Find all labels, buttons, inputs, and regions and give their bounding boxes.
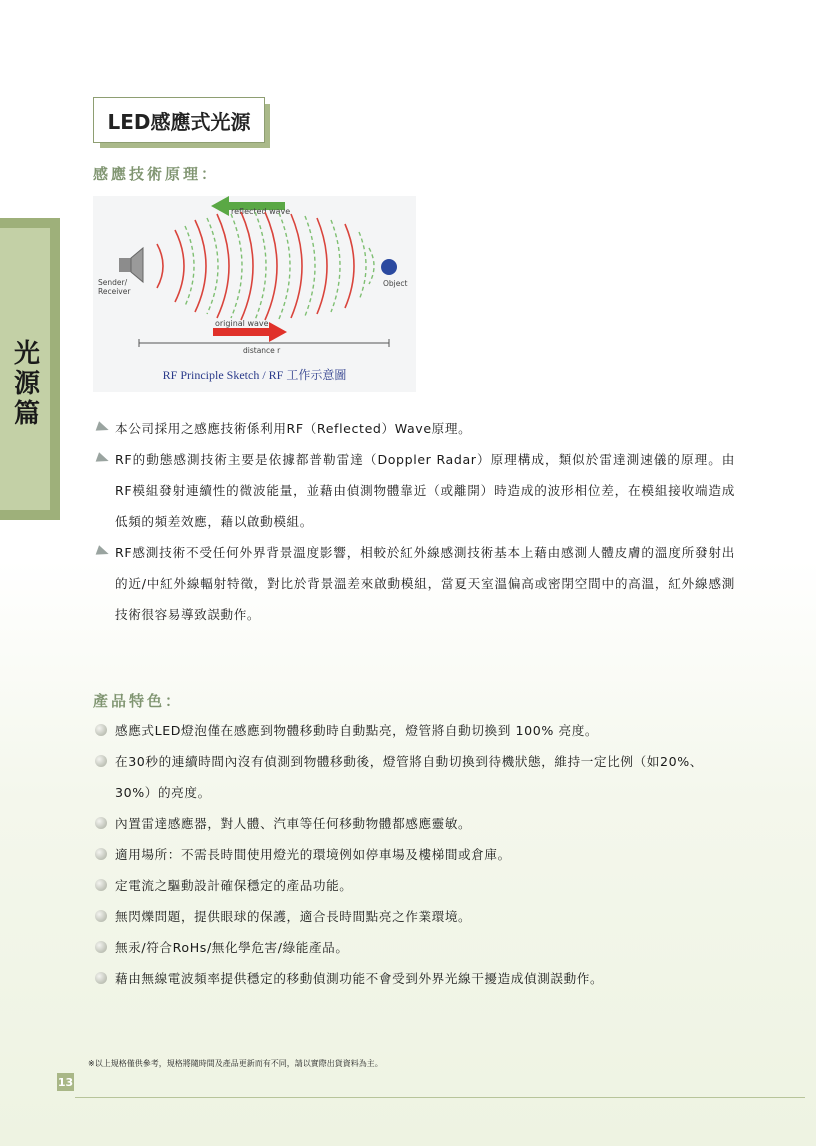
bullet-dot-icon	[95, 755, 107, 767]
section-heading-principle: 感應技術原理：	[93, 165, 220, 183]
feature-list	[95, 715, 735, 994]
side-tab	[0, 218, 60, 520]
feature-text: 在30秒的連續時間內沒有偵測到物體移動後，燈管將自動切換到待機狀態，維持一定比例（如20%、30%）的亮度。	[115, 754, 703, 800]
bullet-dot-icon	[95, 879, 107, 891]
principle-item	[95, 444, 735, 537]
principle-text: RF的動態感測技術主要是依據都普勒雷達（Doppler Radar）原理構成，類似於雷達測速儀的原理。由RF模組發射連續性的微波能量，並藉由偵測物體靠近（或離開）時造成的波形相位差，在模組接收端造成低頻的頻差效應，藉以啟動模組。	[115, 452, 735, 529]
page-title: LED感應式光源	[94, 98, 264, 142]
side-tab-label: 光源篇	[9, 339, 40, 429]
bullet-dot-icon	[95, 848, 107, 860]
feature-text: 適用場所：不需長時間使用燈光的環境例如停車場及樓梯間或倉庫。	[115, 847, 511, 862]
arrow-bullet-icon	[96, 545, 111, 559]
sender-label-1: Sender/	[98, 278, 128, 287]
feature-item	[95, 932, 735, 963]
bullet-dot-icon	[95, 972, 107, 984]
arrow-bullet-icon	[96, 421, 111, 435]
speaker-icon	[119, 248, 143, 282]
sender-label-2: Receiver	[98, 287, 131, 296]
page-number: 13	[57, 1073, 74, 1091]
distance-label: distance r	[243, 346, 281, 355]
feature-item	[95, 870, 735, 901]
principle-list	[95, 413, 735, 630]
feature-text: 內置雷達感應器，對人體、汽車等任何移動物體都感應靈敏。	[115, 816, 472, 831]
object-label: Object	[383, 279, 408, 288]
rf-diagram-svg	[93, 196, 416, 366]
reflected-wave-arcs	[185, 212, 374, 320]
bullet-dot-icon	[95, 817, 107, 829]
original-wave-label: original wave	[215, 319, 269, 328]
principle-item	[95, 413, 735, 444]
footnote: ※以上規格僅供參考，規格將隨時間及產品更新而有不同，請以實際出貨資料為主。	[88, 1059, 383, 1068]
feature-item	[95, 963, 735, 994]
feature-text: 定電流之驅動設計確保穩定的產品功能。	[115, 878, 353, 893]
bullet-dot-icon	[95, 910, 107, 922]
feature-item	[95, 839, 735, 870]
bottom-divider	[75, 1097, 805, 1098]
feature-item	[95, 901, 735, 932]
feature-item	[95, 808, 735, 839]
bullet-dot-icon	[95, 724, 107, 736]
rf-diagram	[93, 196, 416, 392]
principle-item	[95, 537, 735, 630]
object-icon	[381, 259, 397, 275]
reflected-wave-label: reflected wave	[231, 207, 291, 216]
principle-text: RF感測技術不受任何外界背景溫度影響，相較於紅外線感測技術基本上藉由感測人體皮膚的溫度所發射出的近/中紅外線輻射特徵，對比於背景溫差來啟動模組，當夏天室溫偏高或密閉空間中的高溫，紅外線感測技術很容易導致誤動作。	[115, 545, 735, 622]
feature-item	[95, 715, 735, 746]
section-heading-features: 產品特色：	[93, 692, 184, 710]
feature-text: 藉由無線電波頻率提供穩定的移動偵測功能不會受到外界光線干擾造成偵測誤動作。	[115, 971, 604, 986]
feature-text: 感應式LED燈泡僅在感應到物體移動時自動點亮，燈管將自動切換到 100% 亮度。	[115, 723, 599, 738]
diagram-caption: RF Principle Sketch / RF 工作示意圖	[162, 368, 347, 382]
principle-text: 本公司採用之感應技術係利用RF（Reflected）Wave原理。	[115, 421, 472, 436]
feature-text: 無閃爍問題，提供眼球的保護，適合長時間點亮之作業環境。	[115, 909, 472, 924]
feature-text: 無汞/符合RoHs/無化學危害/綠能產品。	[115, 940, 349, 955]
page-title-box	[93, 97, 265, 143]
side-tab-inner	[0, 228, 50, 510]
feature-item	[95, 746, 735, 808]
arrow-bullet-icon	[96, 452, 111, 466]
bullet-dot-icon	[95, 941, 107, 953]
